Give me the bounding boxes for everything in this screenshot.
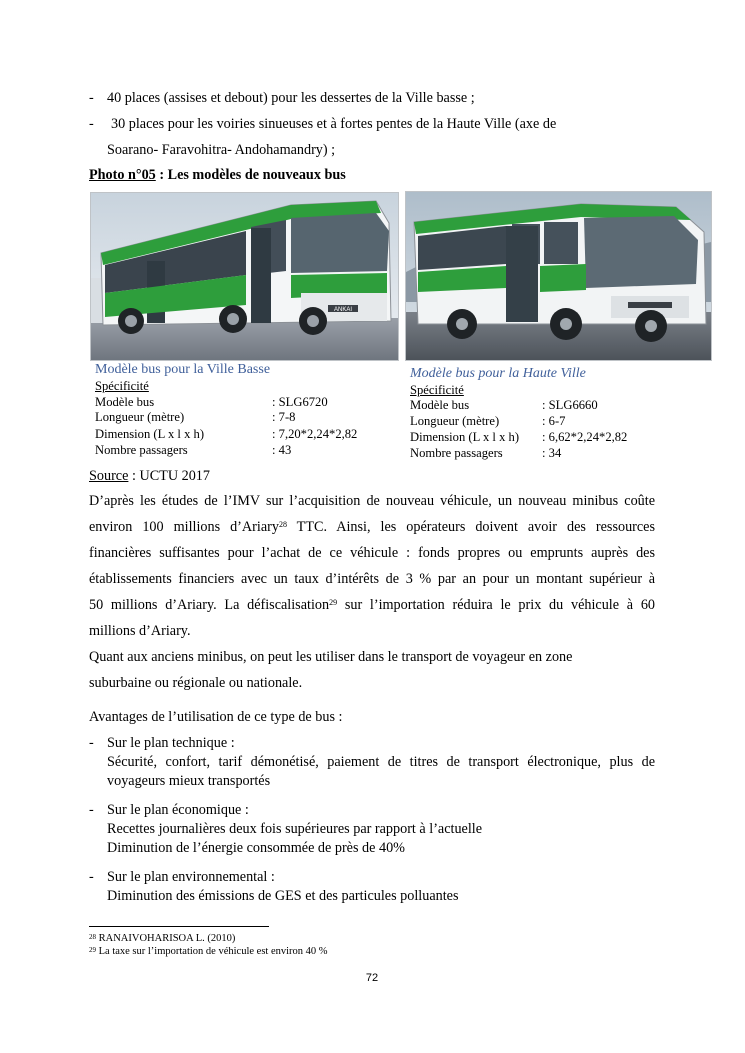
paragraph-line: financières suffisantes pour l’achat de ce véhicule : fonds propres ou emprunts auprès des (89, 545, 655, 561)
spec-value: : 34 (542, 446, 562, 460)
list-dash: - (89, 735, 94, 751)
bus-caption-haute-ville: Modèle bus pour la Haute Ville (410, 366, 586, 381)
bus-brand-plate: ANKAI (333, 307, 353, 313)
photo-caption-label: Photo n°05 (89, 167, 156, 183)
list-item-text: 30 places pour les voiries sinueuses et à fortes pentes de la Haute Ville (axe de (111, 116, 557, 132)
bus-ville-basse-illustration (91, 193, 398, 360)
source-line (89, 468, 210, 485)
paragraph-line: millions d’Ariary. (89, 623, 191, 639)
advantage-title: Sur le plan technique : (107, 735, 235, 751)
spec-key: Dimension (L x l x h) (95, 427, 205, 441)
paragraph-line: Quant aux anciens minibus, on peut les utiliser dans le transport de voyageur en zone (89, 649, 573, 665)
paragraph-line (89, 519, 655, 536)
advantage-title: Sur le plan environnemental : (107, 869, 275, 885)
spec-value: : SLG6720 (272, 395, 328, 409)
advantage-text: voyageurs mieux transportés (107, 773, 271, 789)
list-dash: - (89, 116, 94, 132)
list-dash: - (89, 869, 94, 885)
footnote-text: La taxe sur l’importation de véhicule est environ 40 % (96, 946, 328, 957)
photo-caption-rest: : Les modèles de nouveaux bus (155, 167, 346, 183)
photo-bus-ville-basse (90, 192, 399, 361)
list-dash: - (89, 802, 94, 818)
paragraph-text: TTC. Ainsi, les opérateurs doivent avoir des ressources (286, 519, 655, 535)
spec-key: Longueur (mètre) (410, 414, 500, 428)
spec-key: Longueur (mètre) (95, 410, 185, 424)
spec-value: : 6,62*2,24*2,82 (542, 430, 628, 444)
paragraph-line: D’après les études de l’IMV sur l’acquisition de nouveau véhicule, un nouveau minibus coûte (89, 493, 655, 509)
footnote-separator (89, 926, 269, 927)
bus-caption-ville-basse: Modèle bus pour la Ville Basse (95, 362, 271, 377)
footnote-ref: 29 (329, 598, 338, 607)
paragraph-text: sur l’importation réduira le prix du véhicule à 60 (337, 597, 656, 613)
source-label: Source (89, 468, 129, 484)
advantage-title: Sur le plan économique : (107, 802, 249, 818)
paragraph-line (89, 597, 655, 614)
spec-value: : SLG6660 (542, 398, 598, 412)
footnote-number: 28 (89, 933, 96, 941)
photo-bus-haute-ville (405, 191, 712, 361)
footnote (89, 933, 235, 945)
advantage-text: Sécurité, confort, tarif démonétisé, paiement de titres de transport électronique, plus de (107, 754, 655, 770)
paragraph-text: 50 millions d’Ariary. La défiscalisation (89, 597, 330, 613)
list-dash: - (89, 90, 94, 106)
paragraph-text: environ 100 millions d’Ariary (89, 519, 279, 535)
source-text: : UCTU 2017 (128, 468, 210, 484)
spec-value: : 7,20*2,24*2,82 (272, 427, 358, 441)
photo-caption (89, 167, 346, 184)
bus-haute-ville-illustration (406, 192, 711, 360)
spec-title: Spécificité (410, 383, 464, 397)
advantage-text: Recettes journalières deux fois supérieures par rapport à l’actuelle (107, 821, 483, 837)
spec-key: Modèle bus (410, 398, 470, 412)
list-item-continuation: Soarano- Faravohitra- Andohamandry) ; (107, 142, 336, 158)
paragraph-line: suburbaine ou régionale ou nationale. (89, 675, 303, 691)
advantage-text: Diminution des émissions de GES et des particules polluantes (107, 888, 459, 904)
spec-value: : 6-7 (542, 414, 566, 428)
page-number: 72 (365, 972, 379, 984)
spec-title: Spécificité (95, 379, 149, 393)
advantages-intro: Avantages de l’utilisation de ce type de bus : (89, 709, 343, 725)
spec-value: : 7-8 (272, 410, 296, 424)
spec-key: Nombre passagers (410, 446, 503, 460)
spec-value: : 43 (272, 443, 292, 457)
spec-key: Nombre passagers (95, 443, 188, 457)
footnote-number: 29 (89, 946, 96, 954)
footnote-text: RANAIVOHARISOA L. (2010) (96, 933, 236, 944)
footnote (89, 946, 328, 958)
spec-key: Modèle bus (95, 395, 155, 409)
spec-key: Dimension (L x l x h) (410, 430, 520, 444)
paragraph-line: établissements financiers avec un taux d’intérêts de 3 % par an pour un montant supérieur à (89, 571, 655, 587)
list-item-text: 40 places (assises et debout) pour les dessertes de la Ville basse ; (107, 90, 475, 106)
footnote-ref: 28 (278, 520, 287, 529)
advantage-text: Diminution de l’énergie consommée de près de 40% (107, 840, 405, 856)
